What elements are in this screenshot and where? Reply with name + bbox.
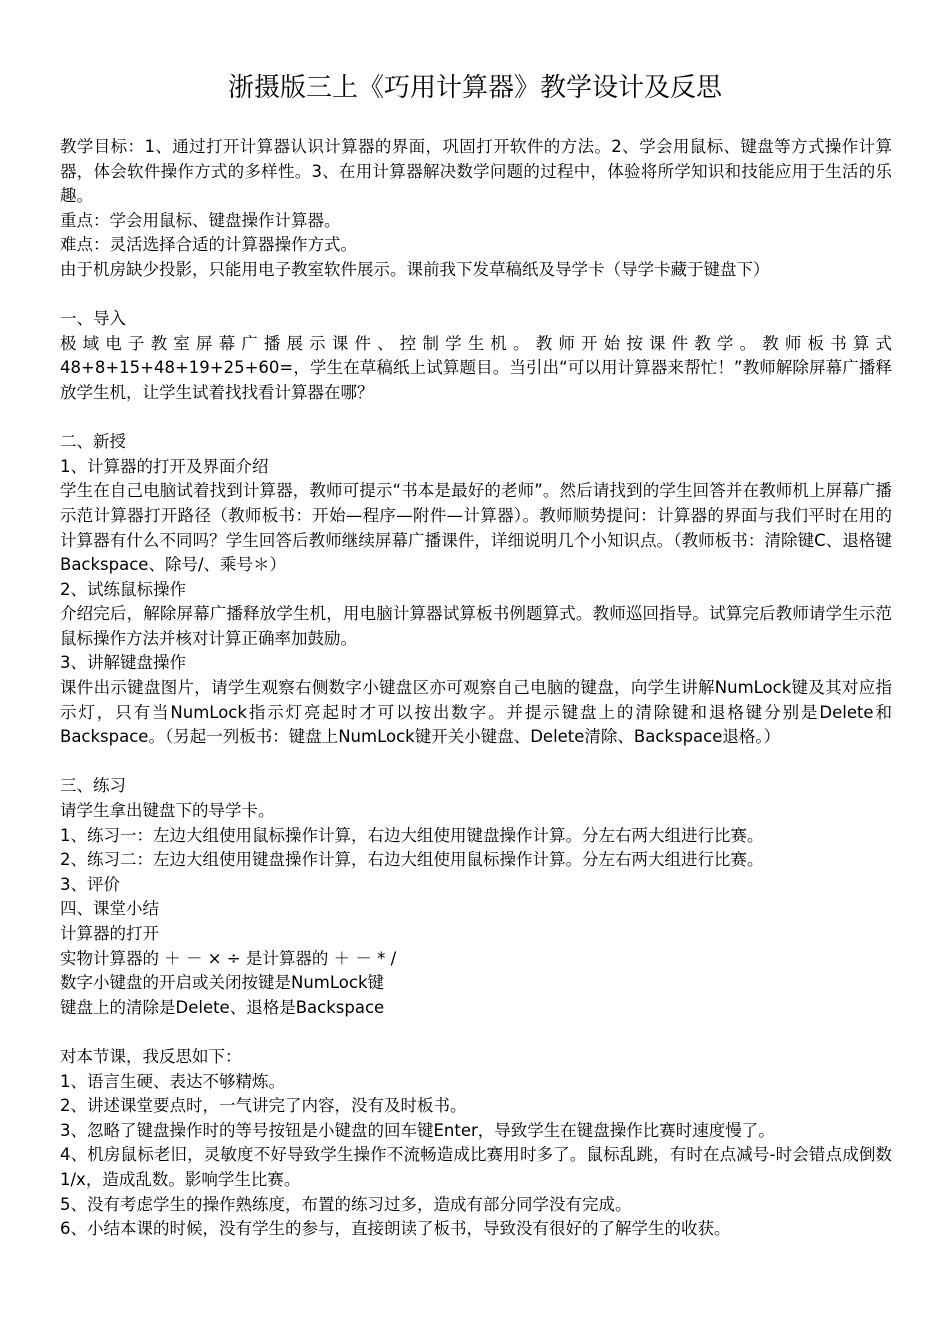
summary-line-4: 键盘上的清除是Delete、退格是Backspace: [60, 997, 385, 1017]
section-heading-summary: 四、课堂小结: [60, 899, 159, 919]
paragraph-open-calculator: 学生在自己电脑试着找到计算器，教师可提示“书本是最好的老师”。然后请找到的学生回答并在教师机上屏幕广播示范计算器打开路径（教师板书：开始—程序—附件—计算器）。教师顺势提问：计算器的界面与我们平时在用的计算器有什么不同吗？学生回答后教师继续屏幕广播课件，详细说明几个小知识点。（教师板书：清除键C、退格键Backspace、除号/、乘号＊）: [60, 481, 892, 575]
reflection-heading: 对本节课，我反思如下：: [60, 1046, 242, 1066]
subheading-mouse-practice: 2、试练鼠标操作: [60, 579, 186, 599]
section-heading-new-lesson: 二、新授: [60, 432, 126, 452]
summary-line-1: 计算器的打开: [60, 924, 159, 943]
blank-line: [60, 1020, 892, 1045]
blank-line: [60, 406, 892, 431]
summary-line-3: 数字小键盘的开启或关闭按键是NumLock键: [60, 973, 384, 993]
practice-item-1: 1、练习一：左边大组使用鼠标操作计算，右边大组使用键盘操作计算。分左右两大组进行比赛。: [60, 825, 764, 845]
paragraph-difficulty: 难点：灵活选择合适的计算器操作方式。: [60, 235, 357, 255]
reflection-item-4: 4、机房鼠标老旧，灵敏度不好导致学生操作不流畅造成比赛用时多了。鼠标乱跳，有时在点减号-时会错点成倒数1/x，造成乱数。影响学生比赛。: [60, 1145, 892, 1189]
practice-item-2: 2、练习二：左边大组使用键盘操作计算，右边大组使用鼠标操作计算。分左右两大组进行比赛。: [60, 850, 764, 870]
paragraph-preparation: 由于机房缺少投影，只能用电子教室软件展示。课前我下发草稿纸及导学卡（导学卡藏于键盘下）: [60, 259, 770, 279]
reflection-item-3: 3、忽略了键盘操作时的等号按钮是小键盘的回车键Enter，导致学生在键盘操作比赛时速度慢了。: [60, 1120, 775, 1140]
reflection-item-5: 5、没有考虑学生的操作熟练度，布置的练习过多，造成有部分同学没有完成。: [60, 1194, 632, 1214]
reflection-item-2: 2、讲述课堂要点时，一气讲完了内容，没有及时板书。: [60, 1096, 467, 1116]
paragraph-objectives: 教学目标：1、通过打开计算器认识计算器的界面，巩固打开软件的方法。2、学会用鼠标、键盘等方式操作计算器，体会软件操作方式的多样性。3、在用计算器解决数学问题的过程中，体验将所学知识和技能应用于生活的乐趣。: [60, 137, 892, 206]
section-heading-intro: 一、导入: [60, 309, 126, 329]
paragraph-key-point: 重点：学会用鼠标、键盘操作计算器。: [60, 210, 341, 230]
subheading-open-calculator: 1、计算器的打开及界面介绍: [60, 456, 269, 476]
practice-item-3: 3、评价: [60, 874, 120, 894]
subheading-keyboard: 3、讲解键盘操作: [60, 653, 186, 673]
reflection-item-6: 6、小结本课的时候，没有学生的参与，直接朗读了板书，导致没有很好的了解学生的收获。: [60, 1219, 731, 1239]
document-title: 浙摄版三上《巧用计算器》教学设计及反思: [227, 73, 722, 103]
section-heading-practice: 三、练习: [60, 776, 126, 796]
paragraph-mouse-practice: 介绍完后，解除屏幕广播释放学生机，用电脑计算器试算板书例题算式。教师巡回指导。试算完后教师请学生示范鼠标操作方法并核对计算正确率加鼓励。: [60, 604, 892, 648]
reflection-item-1: 1、语言生硬、表达不够精炼。: [60, 1071, 285, 1091]
blank-line: [60, 283, 892, 308]
paragraph-keyboard: 课件出示键盘图片，请学生观察右侧数字小键盘区亦可观察自己电脑的键盘，向学生讲解NumLock键及其对应指示灯，只有当NumLock指示灯亮起时才可以按出数字。并提示键盘上的清除键和退格键分别是Delete和Backspace。（另起一列板书：键盘上NumLock键开关小键盘、Delete清除、Backspace退格。）: [60, 678, 892, 747]
summary-line-2: 实物计算器的 ＋ － × ÷ 是计算器的 ＋ － * /: [60, 948, 397, 968]
paragraph-intro: 极域电子教室屏幕广播展示课件、控制学生机。教师开始按课件教学。教师板书算式48+8+15+48+19+25+60=，学生在草稿纸上试算题目。当引出“可以用计算器来帮忙！”教师解除屏幕广播释放学生机，让学生试着找找看计算器在哪？: [60, 333, 892, 402]
blank-line: [60, 750, 892, 775]
document-body: [60, 135, 892, 1242]
paragraph-practice-intro: 请学生拿出键盘下的导学卡。: [60, 801, 275, 821]
